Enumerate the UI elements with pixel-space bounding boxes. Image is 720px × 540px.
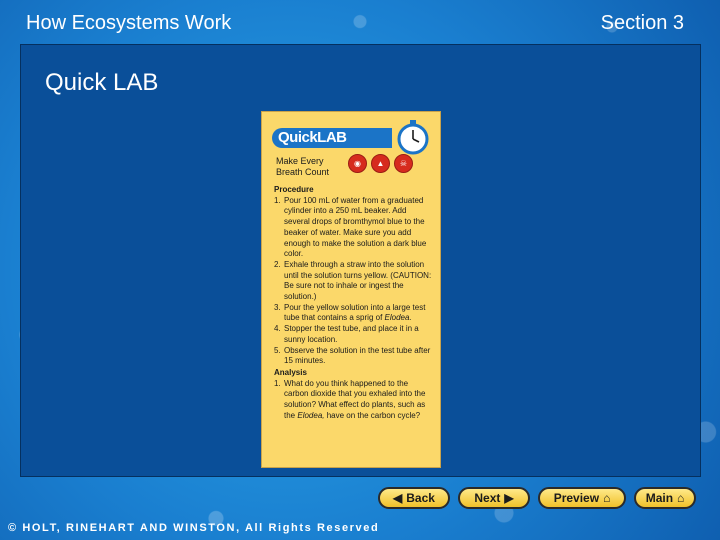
procedure-step: 2. Exhale through a straw into the solution until the solution turns yellow. (CAUTION: Be sure not to inhale or ingest the solution.) [274, 259, 432, 302]
quick-lab-banner [272, 128, 392, 148]
copyright-footer: © HOLT, RINEHART AND WINSTON, All Rights Reserved [8, 522, 380, 534]
presentation-title: How Ecosystems Work [26, 12, 232, 34]
procedure-label: Procedure [274, 185, 314, 194]
analysis-label: Analysis [274, 367, 307, 377]
back-button[interactable]: ◀ Back [378, 487, 450, 509]
home-icon: ⌂ [677, 491, 685, 505]
eye-safety-icon: ◉ [348, 154, 367, 173]
procedure-step: 5. Observe the solution in the test tube after 15 minutes. [274, 345, 431, 366]
safety-icons [348, 154, 413, 173]
right-arrow-icon: ▶ [504, 491, 514, 505]
slide-heading: Quick LAB [45, 69, 159, 96]
navigation-bar [378, 487, 696, 509]
home-icon: ⌂ [603, 491, 611, 505]
quick-lab-logo: QuickLAB [278, 129, 347, 146]
preview-button[interactable]: Preview ⌂ [538, 487, 626, 509]
left-arrow-icon: ◀ [393, 491, 403, 505]
analysis-question: 1. What do you think happened to the carbon dioxide that you exhaled into the solution? What effect do plants, such as the Elodea, have on the carbon cycle? [274, 378, 426, 420]
procedure-step: 3. Pour the yellow solution into a large test tube that contains a sprig of Elodea. [274, 302, 426, 323]
section-label: Section 3 [600, 12, 684, 34]
lab-instructions [274, 184, 434, 421]
next-button[interactable]: Next ▶ [458, 487, 530, 509]
quick-lab-card [261, 111, 441, 468]
lab-title: Make Every Breath Count [276, 156, 330, 177]
main-button[interactable]: Main ⌂ [634, 487, 696, 509]
content-panel [20, 44, 701, 477]
poison-icon: ☠ [394, 154, 413, 173]
stopwatch-icon [394, 118, 432, 156]
procedure-step: 4. Stopper the test tube, and place it in a sunny location. [274, 324, 419, 344]
procedure-step: 1. Pour 100 mL of water from a graduated cylinder into a 250 mL beaker. Add several drops of bromthymol blue to the beaker of water. Make sure you add enough to make the solution a dark blue color. [274, 195, 427, 259]
lab-coat-icon: ▲ [371, 154, 390, 173]
